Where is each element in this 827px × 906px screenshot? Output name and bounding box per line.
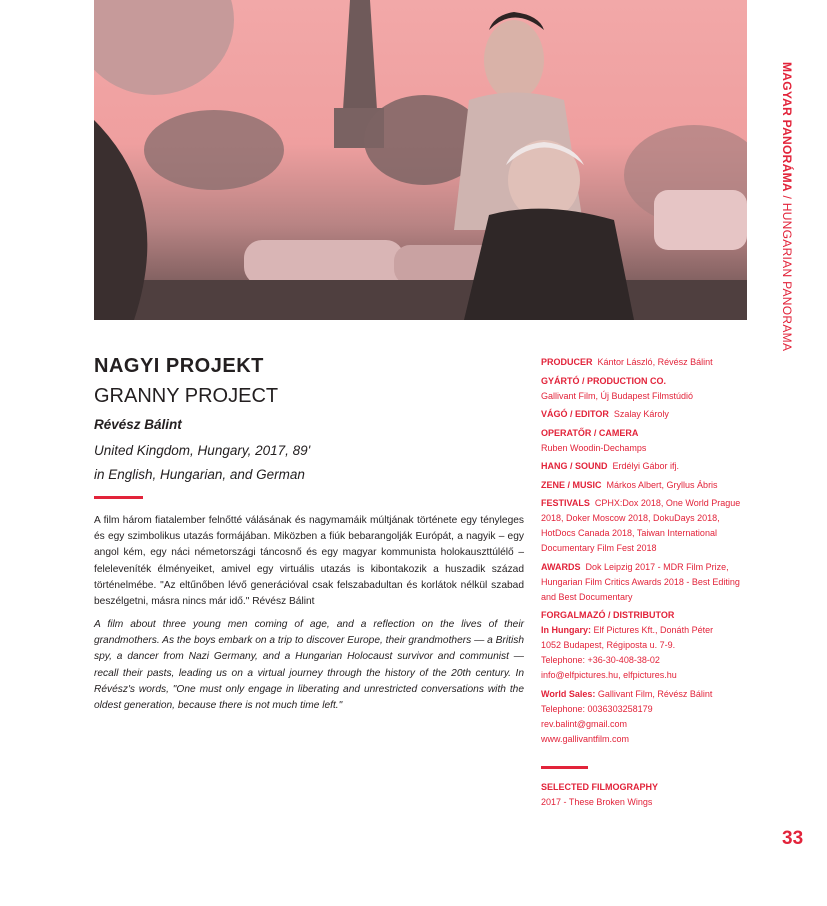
distributor-label: FORGALMAZÓ / DISTRIBUTOR <box>541 610 675 620</box>
hungary-telephone: Telephone: +36-30-408-38-02 <box>541 655 660 665</box>
filmography-label: SELECTED FILMOGRAPHY <box>541 782 659 792</box>
languages: in English, Hungarian, and German <box>94 467 305 482</box>
credits-panel <box>541 355 756 750</box>
awards-block <box>541 560 756 605</box>
film-title-hungarian: NAGYI PROJEKT <box>94 355 264 377</box>
sound-label: HANG / SOUND <box>541 461 608 471</box>
awards-value: Dok Leipzig 2017 - MDR Film Prize, Hungarian Film Critics Awards 2018 - Best Editing and Best Documentary <box>541 561 740 602</box>
hungary-label: In Hungary: <box>541 625 592 635</box>
hungary-company: Elf Pictures Kft., Donáth Péter <box>593 625 714 635</box>
distributor-block <box>541 608 756 683</box>
editor-label: VÁGÓ / EDITOR <box>541 409 609 419</box>
editor-value: Szalay Károly <box>613 409 669 419</box>
section-label-hu: MAGYAR PANORÁMA <box>780 62 794 192</box>
production-block <box>541 374 756 404</box>
camera-value: Ruben Woodin-Dechamps <box>541 442 647 453</box>
camera-label: OPERATŐR / CAMERA <box>541 427 639 438</box>
film-title-english: GRANNY PROJECT <box>94 385 279 407</box>
world-sales-website: www.gallivantfilm.com <box>541 733 630 744</box>
section-label-separator: / <box>780 191 794 203</box>
music-value: Márkos Albert, Gryllus Ábris <box>606 479 718 490</box>
producer-label: PRODUCER <box>541 357 593 367</box>
camera-block <box>541 426 756 456</box>
music-block <box>541 478 756 493</box>
editor-block <box>541 407 756 422</box>
section-side-label <box>779 62 799 382</box>
country-year-length: United Kingdom, Hungary, 2017, 89' <box>94 443 311 458</box>
hungary-address: 1052 Budapest, Régiposta u. 7-9. <box>541 640 676 650</box>
sound-value: Erdélyi Gábor ifj. <box>612 461 680 471</box>
section-label-en: HUNGARIAN PANORAMA <box>780 202 794 352</box>
filmography-item: 2017 - These Broken Wings <box>541 797 653 807</box>
producer-value: Kántor László, Révész Bálint <box>597 357 713 367</box>
world-sales-telephone: Telephone: 0036303258179 <box>541 703 653 714</box>
hungary-web: info@elfpictures.hu, elfpictures.hu <box>541 670 677 680</box>
production-value: Gallivant Film, Új Budapest Filmstúdió <box>541 390 694 401</box>
production-label: GYÁRTÓ / PRODUCTION CO. <box>541 375 667 386</box>
film-still-photo <box>94 0 747 320</box>
sound-block <box>541 459 756 474</box>
festivals-block <box>541 496 756 556</box>
film-still-illustration <box>94 0 747 320</box>
filmography-divider <box>541 766 588 769</box>
world-sales-block <box>541 687 756 747</box>
synopsis-english: A film about three young men coming of age, and a reflection on the lives of their grandmothers. As the boys embark on a trip to discover Europe, their grandmothers — a British spy, a dancer from Nazi Germany, and a Hungarian Holocaust survivor and communist — recall their pasts, leading us on a virtual journey through the history of the 20th century. In Révész's words, "One must only engage in liberating and unrestricted conversations with the oldest generation, because there is not much time left." <box>94 619 524 712</box>
world-sales-label: World Sales: <box>541 688 596 699</box>
filmography-block <box>541 780 756 810</box>
festivals-value: CPHX:Dox 2018, One World Prague 2018, Doker Moscow 2018, DokuDays 2018, HotDocs Canada 2018, Taiwan International Documentary Film Fest 2018 <box>541 498 741 553</box>
page-number: 33 <box>782 828 804 849</box>
director-name: Révész Bálint <box>94 417 182 432</box>
music-label: ZENE / MUSIC <box>541 479 602 490</box>
festivals-label: FESTIVALS <box>541 498 590 508</box>
producer-block <box>541 355 756 370</box>
synopsis-hungarian: A film három fiatalember felnőtté válásának és nagymamáik múltjának története egy tényleges és egy szimbolikus utazás formájában. Miközben a fiúk bebarangolják Európát, a nagyik – egy angol kém, egy náci németországi táncosnő és egy magyar kommunista holokauszttúlélő – feleleveníték élményeiket, amivel egy virtuális utazás is kibontakozik a huszadik század történelmébe. "Az eltűnőben lévő generációval csak felszabadultan és korlátok nélkül szabad beszélgetni, másra nincs már idő." Révész Bálint <box>94 515 524 608</box>
world-sales-company: Gallivant Film, Révész Bálint <box>597 688 713 699</box>
title-divider <box>94 496 143 499</box>
world-sales-email: rev.balint@gmail.com <box>541 718 627 729</box>
awards-label: AWARDS <box>541 561 581 572</box>
